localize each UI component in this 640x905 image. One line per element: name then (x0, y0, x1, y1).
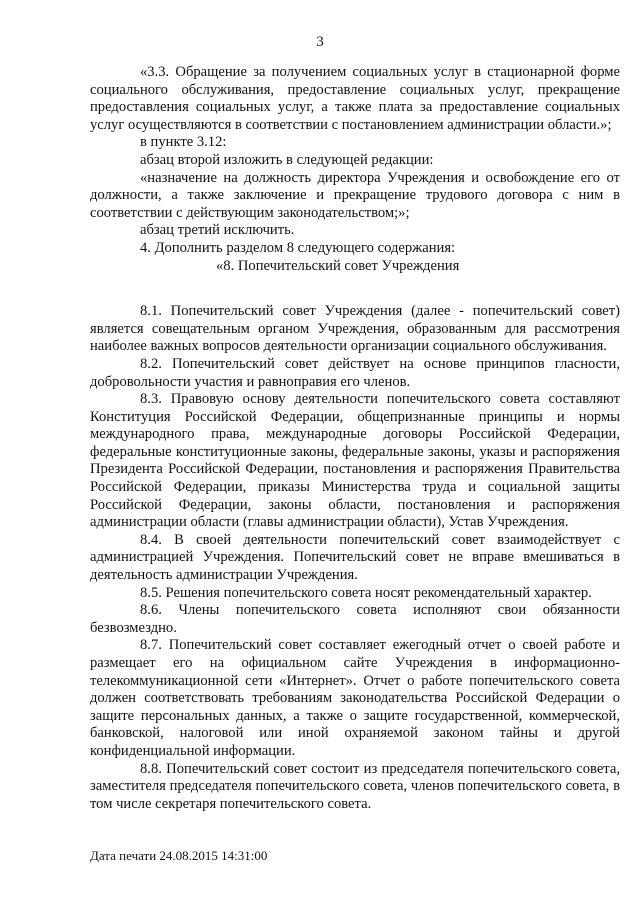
paragraph-8-6: 8.6. Члены попечительского совета исполняют свои обязанности безвозмездно. (90, 602, 620, 636)
paragraph-abzac-vtoroy: абзац второй изложить в следующей редакции: (140, 151, 434, 168)
paragraph-8-1: 8.1. Попечительский совет Учреждения (далее - попечительский совет) является совещательным органом Учреждения, образованным для рассмотрения наиболее важных вопросов деятельности организации социального обслуживания. (90, 303, 620, 355)
paragraph-abzac-tretiy: абзац третий исключить. (140, 222, 295, 239)
paragraph-8-5: 8.5. Решения попечительского совета носят рекомендательный характер. (140, 584, 592, 601)
paragraph-8-3: 8.3. Правовую основу деятельности попечительского совета составляют Конституция Российской Федерации, общепризнанные принципы и нормы международного права, международные договоры Российской Федерации, федеральные конституционные законы, федеральные законы, указы и распоряжения Президента Российской Федерации, постановления и распоряжения Правительства Российской Федерации, приказы Министерства труда и социальной защиты Российской Федерации, законы области, постановления и распоряжения администрации области (главы администрации области), Устав Учреждения. (90, 391, 620, 531)
print-date-footer: Дата печати 24.08.2015 14:31:00 (90, 848, 268, 863)
paragraph-naznachenie: «назначение на должность директора Учреждения и освобождение его от должности, а также заключение и прекращение трудового договора с ним в соответствии с действующим законодательством;»; (90, 169, 620, 221)
paragraph-8-2: 8.2. Попечительский совет действует на основе принципов гласности, добровольности участия и равноправия его членов. (90, 355, 620, 390)
section-8-heading: «8. Попечительский совет Учреждения (216, 257, 460, 274)
paragraph-8-7: 8.7. Попечительский совет составляет ежегодный отчет о своей работе и размещает его на официальном сайте Учреждения в информационно-телекоммуникационной сети «Интернет». Отчет о работе попечительского совета должен соответствовать требованиям законодательства Российской Федерации о защите персональных данных, а также о защите государственной, коммерческой, банковской, налоговой или иной охраняемой законом тайны и другой конфиденциальной информации. (90, 637, 620, 759)
page-number: 3 (316, 34, 324, 50)
paragraph-3-3: «3.3. Обращение за получением социальных услуг в стационарной форме социального обслуживания, предоставление социальных услуг, прекращение предоставления социальных услуг, а также плата за предоставление социальных услуг осуществляются в соответствии с постановлением администрации области.»; (90, 64, 620, 133)
paragraph-dopolnit-razdel-8: 4. Дополнить разделом 8 следующего содержания: (140, 239, 456, 256)
paragraph-8-4: 8.4. В своей деятельности попечительский совет взаимодействует с администрацией Учреждения. Попечительский совет не вправе вмешиваться в деятельность администрации Учреждения. (90, 531, 620, 584)
paragraph-8-8: 8.8. Попечительский совет состоит из председателя попечительского совета, заместителя председателя попечительского совета, членов попечительского совета, в том числе секретаря попечительского совета. (90, 760, 620, 812)
paragraph-item-3-12: в пункте 3.12: (140, 134, 227, 151)
document-body (90, 64, 620, 813)
